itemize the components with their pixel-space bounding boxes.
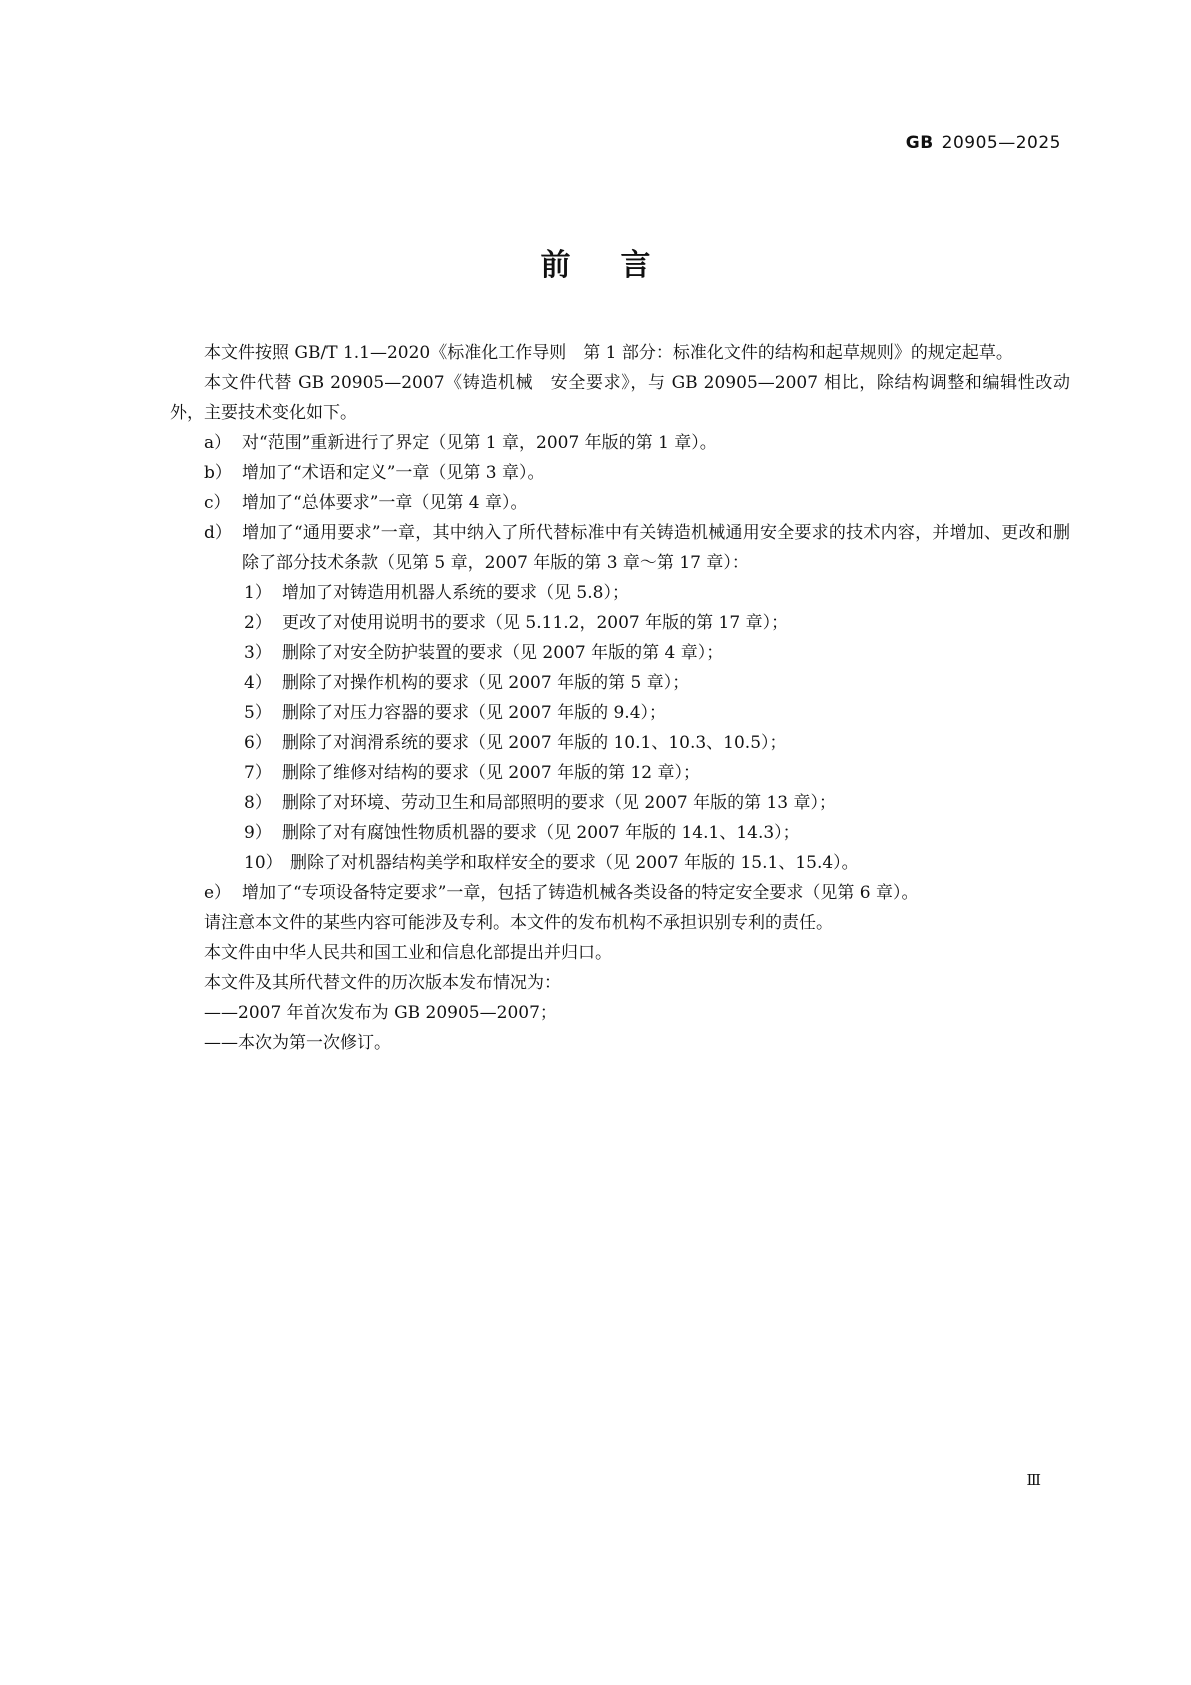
change-item-c: [170, 488, 1070, 518]
sub-item-text: 删除了对有腐蚀性物质机器的要求（见 2007 年版的 14.1、14.3）；: [282, 823, 800, 843]
sub-marker: 2）: [244, 613, 272, 633]
sub-item-text: 更改了对使用说明书的要求（见 5.11.2，2007 年版的第 17 章）；: [282, 613, 789, 633]
sub-item-8: [170, 788, 1070, 818]
sub-item-text: 删除了维修对结构的要求（见 2007 年版的第 12 章）；: [282, 763, 701, 783]
sub-item-2: [170, 608, 1070, 638]
paragraph-proposer: 本文件由中华人民共和国工业和信息化部提出并归口。: [204, 943, 612, 963]
standard-number: 20905—2025: [941, 133, 1061, 153]
document-header: [906, 133, 1061, 153]
foreword-body: [170, 338, 1070, 1058]
sub-item-6: [170, 728, 1070, 758]
change-item-a: [170, 428, 1070, 458]
sub-item-1: [170, 578, 1070, 608]
sub-marker: 7）: [244, 763, 272, 783]
paragraph-history-intro: 本文件及其所代替文件的历次版本发布情况为：: [204, 973, 561, 993]
sub-item-text: 增加了对铸造用机器人系统的要求（见 5.8）；: [282, 583, 629, 603]
sub-item-text: 删除了对操作机构的要求（见 2007 年版的第 5 章）；: [282, 673, 690, 693]
list-item-text: 增加了“总体要求”一章（见第 4 章）。: [242, 493, 528, 513]
sub-marker: 10）: [244, 853, 283, 873]
sub-item-4: [170, 668, 1070, 698]
sub-item-5: [170, 698, 1070, 728]
list-marker: d）: [204, 523, 232, 543]
sub-item-text: 删除了对安全防护装置的要求（见 2007 年版的第 4 章）；: [282, 643, 724, 663]
list-item-text: 增加了“术语和定义”一章（见第 3 章）。: [242, 463, 545, 483]
sub-marker: 5）: [244, 703, 272, 723]
list-marker: b）: [204, 463, 232, 483]
change-item-b: [170, 458, 1070, 488]
change-item-d: [170, 518, 1070, 578]
change-item-e: [170, 878, 1070, 908]
sub-item-text: 删除了对环境、劳动卫生和局部照明的要求（见 2007 年版的第 13 章）；: [282, 793, 837, 813]
sub-marker: 9）: [244, 823, 272, 843]
paragraph-drafting-rule: 本文件按照 GB/T 1.1—2020《标准化工作导则 第 1 部分：标准化文件的结构和起草规则》的规定起草。: [204, 343, 1013, 363]
sub-marker: 4）: [244, 673, 272, 693]
sub-item-text: 删除了对机器结构美学和取样安全的要求（见 2007 年版的 15.1、15.4）。: [290, 853, 859, 873]
history-entry-current: ——本次为第一次修订。: [204, 1033, 391, 1053]
sub-marker: 6）: [244, 733, 272, 753]
list-item-text: 增加了“专项设备特定要求”一章，包括了铸造机械各类设备的特定安全要求（见第 6 章）。: [242, 883, 919, 903]
list-item-text: 增加了“通用要求”一章，其中纳入了所代替标准中有关铸造机械通用安全要求的技术内容，并增加、更改和删除了部分技术条款（见第 5 章，2007 年版的第 3 章～第 17 章）：: [242, 523, 1070, 573]
sub-marker: 3）: [244, 643, 272, 663]
sub-item-text: 删除了对润滑系统的要求（见 2007 年版的 10.1、10.3、10.5）；: [282, 733, 787, 753]
sub-item-text: 删除了对压力容器的要求（见 2007 年版的 9.4）；: [282, 703, 667, 723]
history-entry-2007: ——2007 年首次发布为 GB 20905—2007；: [204, 1003, 557, 1023]
sub-item-3: [170, 638, 1070, 668]
sub-marker: 8）: [244, 793, 272, 813]
standard-code: GB: [905, 133, 934, 153]
list-item-text: 对“范围”重新进行了界定（见第 1 章，2007 年版的第 1 章）。: [242, 433, 717, 453]
page-number: Ⅲ: [1026, 1471, 1041, 1489]
list-marker: c）: [204, 493, 231, 513]
list-marker: a）: [204, 433, 232, 453]
list-marker: e）: [204, 883, 232, 903]
paragraph-patent-notice: 请注意本文件的某些内容可能涉及专利。本文件的发布机构不承担识别专利的责任。: [204, 913, 833, 933]
sub-marker: 1）: [244, 583, 272, 603]
sub-item-7: [170, 758, 1070, 788]
paragraph-replacement: 本文件代替 GB 20905—2007《铸造机械 安全要求》，与 GB 20905—2007 相比，除结构调整和编辑性改动外，主要技术变化如下。: [170, 373, 1070, 423]
page-title: 前言: [540, 248, 701, 283]
sub-item-9: [170, 818, 1070, 848]
sub-item-10: [170, 848, 1070, 878]
